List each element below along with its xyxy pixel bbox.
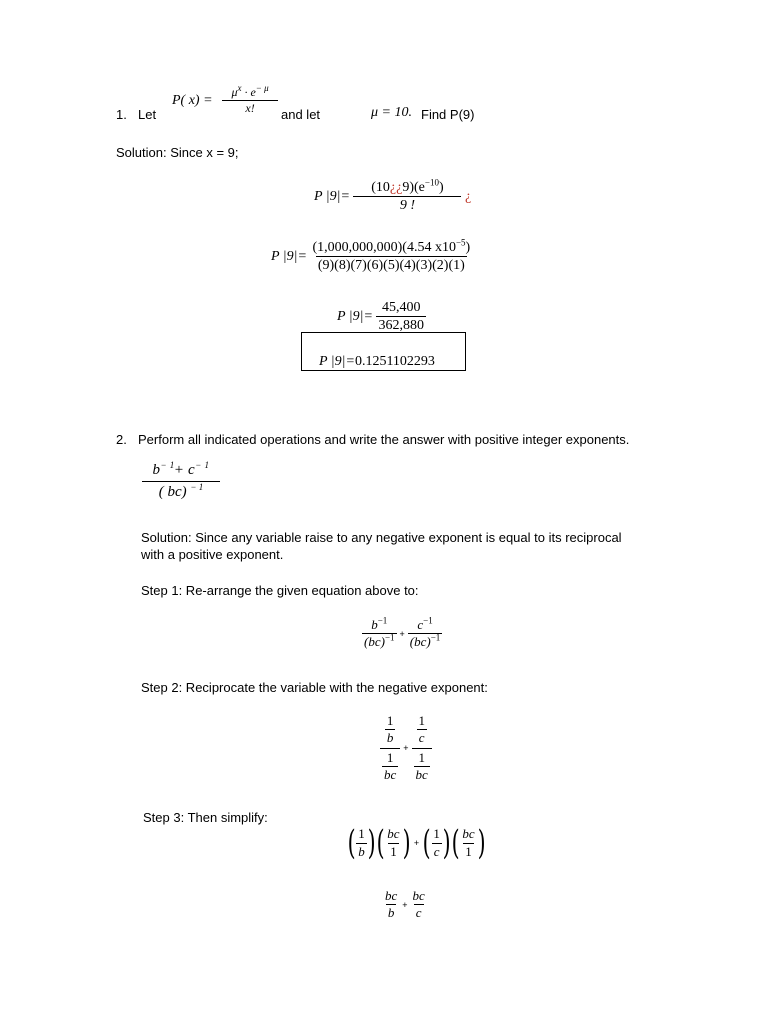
step-2-equation <box>380 714 432 782</box>
s1-plus: + <box>399 628 405 639</box>
expression-denominator: ( bc) $^{- 1}$ <box>142 481 220 501</box>
equation-step-c <box>337 300 426 334</box>
problem-2-number: 2. <box>116 432 127 447</box>
step-b-fraction <box>310 237 472 274</box>
problem-2-expression <box>142 462 220 501</box>
step-3-equation: ( $\frac{1}{b}$ )( $\frac{bc}{1}$ ) + ( $\frac{1}{c}$ )( $\frac{bc}{1}$ ) <box>347 823 486 863</box>
expression-numerator: $b^{- 1}+ c^{- 1}$ <box>152 460 210 478</box>
let-label: Let <box>138 107 157 122</box>
solution-1: Solution: Since x = 9; <box>116 145 239 160</box>
s2-plus: + <box>403 743 409 754</box>
s1-left-fraction: $\frac{b^{-1}}{(bc)^{-1}}$ <box>364 615 395 650</box>
step-1-label: Step 1: Re-arrange the given equation above to: <box>141 583 419 598</box>
mu-value: μ = 10. <box>371 105 412 120</box>
step-c-fraction <box>376 300 426 334</box>
expression-fraction <box>142 462 220 501</box>
s3-plus: + <box>413 838 420 848</box>
step-a-trailing-glyph: ¿ <box>464 189 472 205</box>
equation-step-b <box>271 237 472 274</box>
s2-right-compound: $\frac{\frac{1}{c}}{\frac{1}{bc}}$ <box>412 714 432 782</box>
step-a-denominator: 9 ! <box>353 196 461 213</box>
formula-lhs: P( x) = <box>172 92 213 108</box>
step-c-lhs: P |9|= <box>337 309 373 325</box>
step-b-numerator: (1,000,000,000)(4.54 $x10^{-5}$) <box>312 237 471 255</box>
final-answer <box>319 354 435 370</box>
s1-right-fraction: $\frac{c^{-1}}{(bc)^{-1}}$ <box>409 615 441 650</box>
equation-step-a <box>314 177 472 214</box>
formula-denominator: x! <box>222 100 278 115</box>
find-label: Find P(9) <box>421 107 475 122</box>
formula-numerator: $\mu^x \cdot e^{- \mu}$ <box>231 83 269 99</box>
step-c-denominator: 362,880 <box>378 318 424 334</box>
poisson-formula <box>172 83 278 116</box>
s4-plus: + <box>402 899 408 910</box>
step-3-label: Step 3: Then simplify: <box>143 810 268 825</box>
problem-2-statement: Perform all indicated operations and write the answer with positive integer exponents. <box>138 432 630 447</box>
step-b-lhs: P |9|= <box>271 249 307 265</box>
solution-2-line-2: with a positive exponent. <box>141 547 284 562</box>
step-a-fraction <box>353 177 461 214</box>
problem-1-number: 1. <box>116 107 127 122</box>
step-c-numerator: 45,400 <box>381 300 421 315</box>
and-let-label: and let <box>281 107 321 122</box>
solution-2-line-1: Solution: Since any variable raise to any negative exponent is equal to its reciprocal <box>141 530 622 545</box>
step-1-equation <box>362 615 442 650</box>
answer-value: 0.1251102293 <box>354 354 435 369</box>
step-a-numerator: $(10¿¿9)(e^{-10})$ <box>371 177 444 195</box>
step-b-denominator: (9)(8)(7)(6)(5)(4)(3)(2)(1) <box>317 258 465 274</box>
step-2-label: Step 2: Reciprocate the variable with the negative exponent: <box>141 680 488 695</box>
formula-fraction <box>222 83 278 116</box>
answer-lhs: P |9|= <box>319 354 355 369</box>
step-a-lhs: P |9|= <box>314 189 350 205</box>
s2-left-compound: $\frac{\frac{1}{b}}{\frac{1}{bc}}$ <box>380 714 400 782</box>
step-4-equation: $\frac{bc}{b}$ + $\frac{bc}{c}$ <box>385 888 425 921</box>
